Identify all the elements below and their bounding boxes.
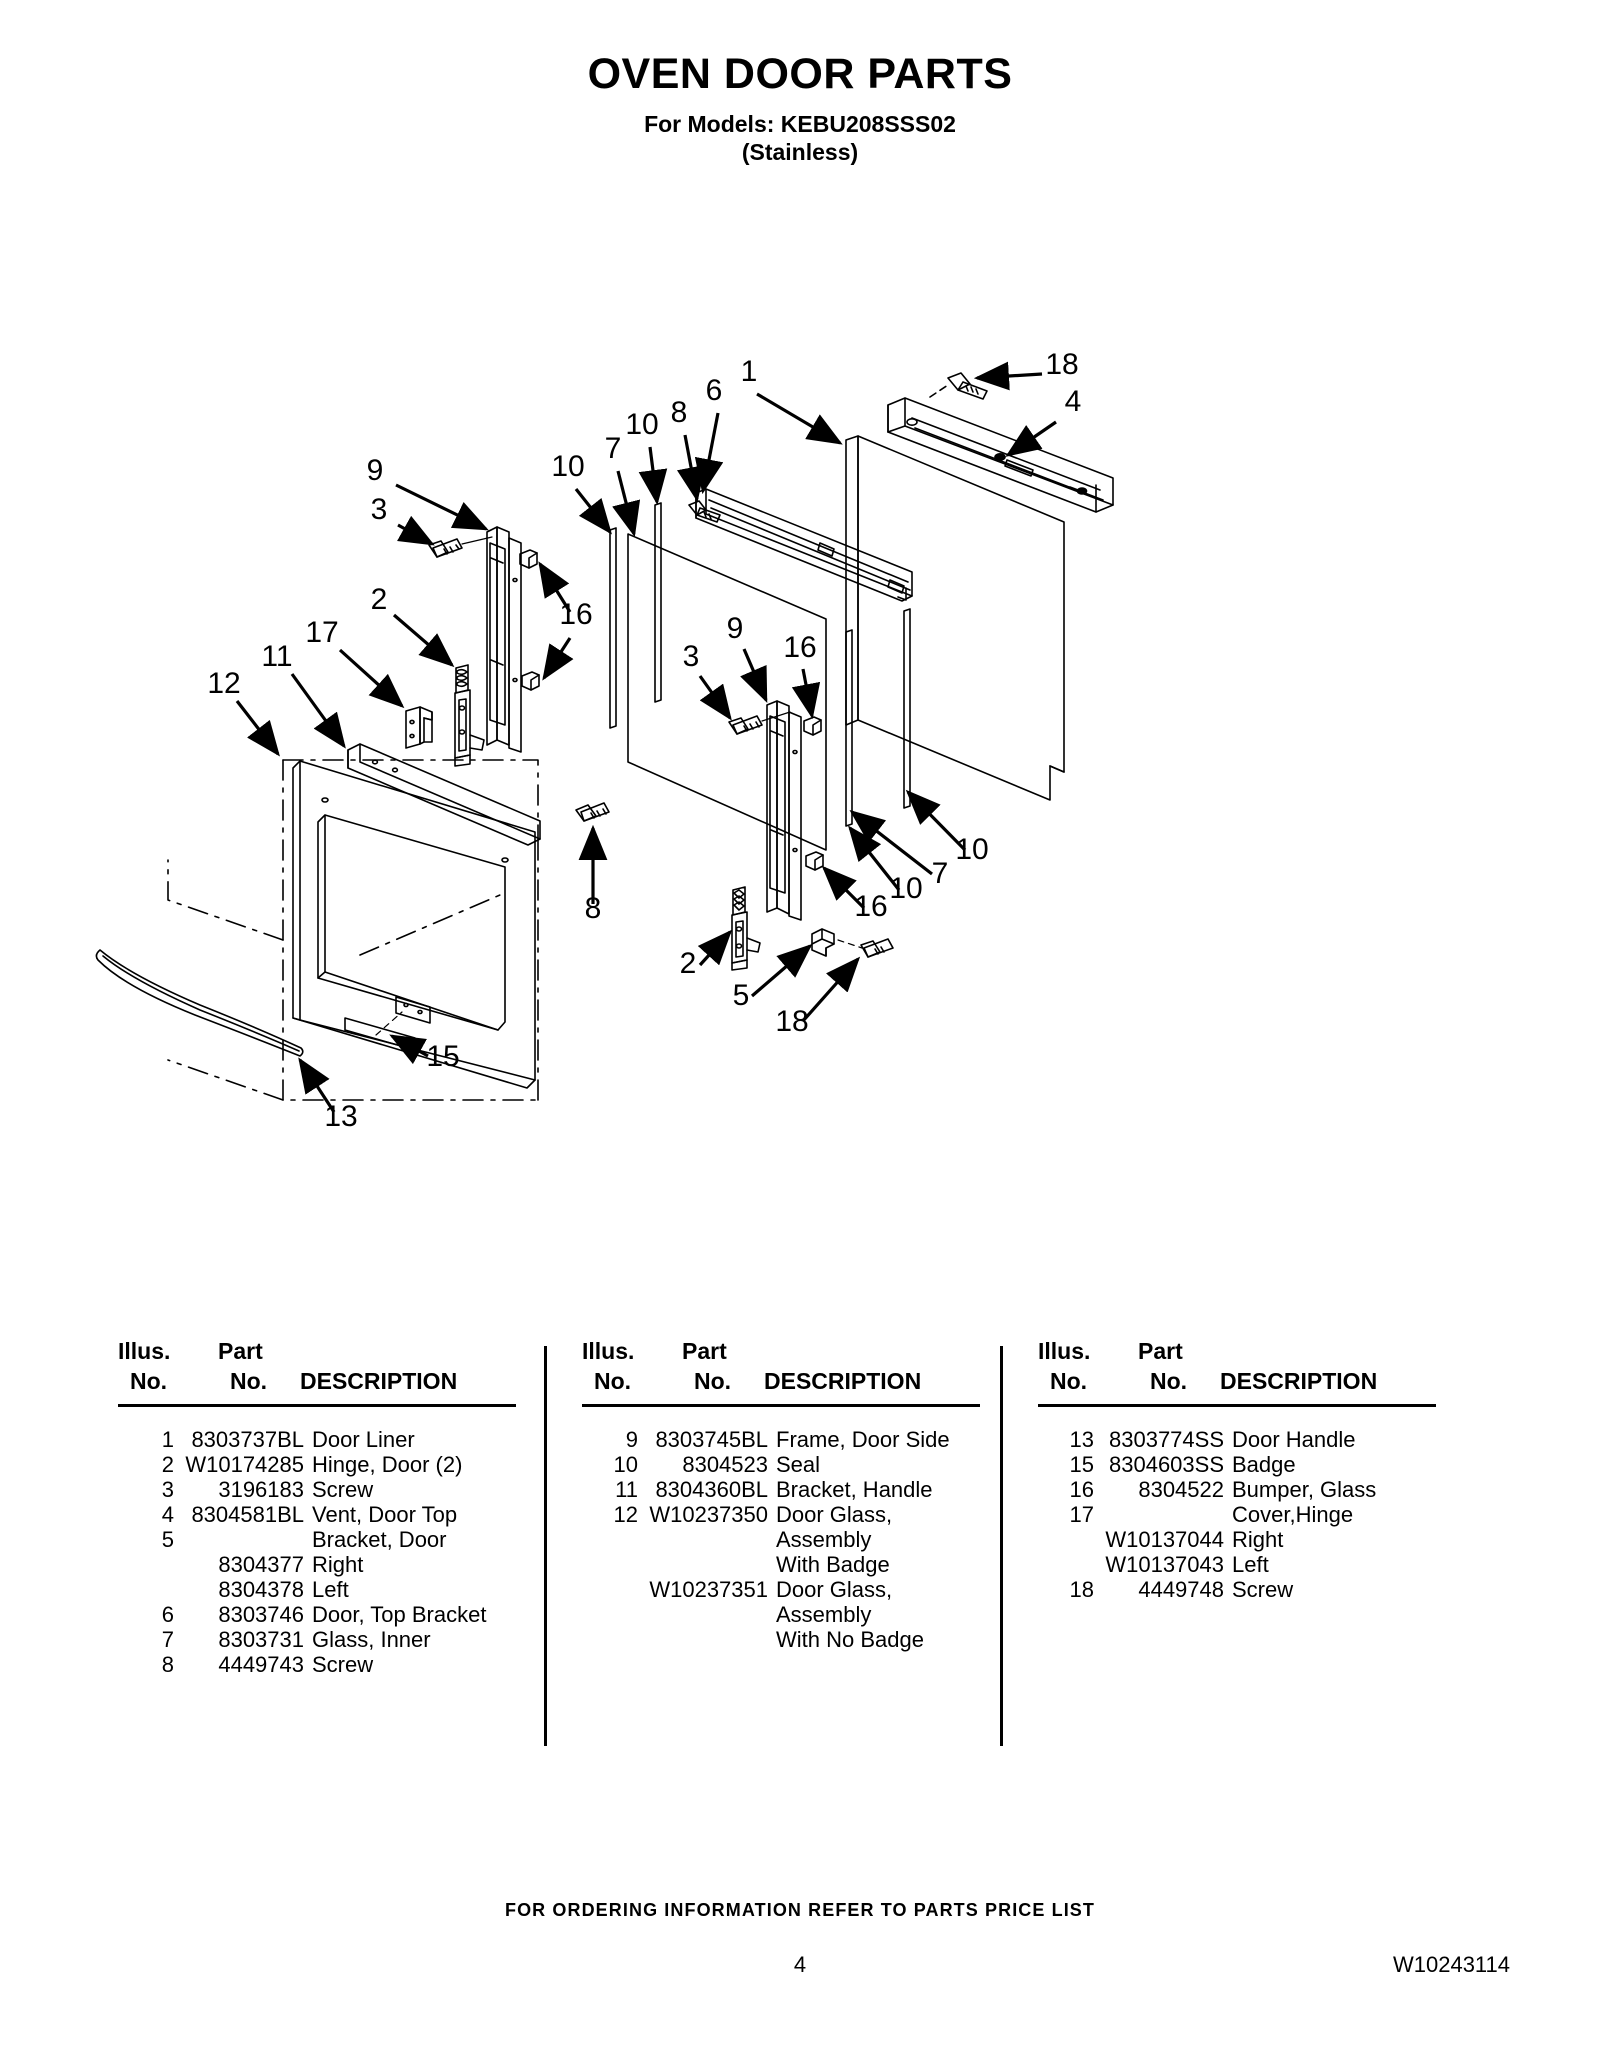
callout-number: 3 <box>370 493 388 526</box>
cell-description: Bracket, Handle <box>776 1477 933 1502</box>
header-description: DESCRIPTION <box>300 1368 458 1394</box>
table-row <box>582 1527 1002 1552</box>
part-door-liner <box>846 436 1064 800</box>
cell-part: 8303745BL <box>655 1427 768 1452</box>
callout-number: 2 <box>679 947 697 980</box>
header-part-line1: Part <box>682 1338 727 1364</box>
cell-part: 8304377 <box>218 1552 304 1577</box>
table-row <box>582 1452 1002 1477</box>
callout-number: 10 <box>889 872 923 905</box>
cell-illus: 2 <box>161 1452 174 1477</box>
callout-number: 9 <box>366 454 384 487</box>
cell-part: 4449748 <box>1138 1577 1224 1602</box>
table-row <box>1038 1477 1458 1502</box>
header-part-line2: No. <box>1150 1368 1188 1394</box>
table-row <box>1038 1552 1458 1577</box>
table-body <box>118 1427 538 1677</box>
parts-list <box>0 1338 1600 1778</box>
cell-description: Right <box>1232 1527 1284 1552</box>
cell-part: 8304522 <box>1138 1477 1224 1502</box>
cell-illus: 3 <box>161 1477 174 1502</box>
parts-table-column-2 <box>582 1338 1002 1652</box>
cell-illus: 18 <box>1069 1577 1094 1602</box>
header-illus-line1: Illus. <box>1038 1338 1091 1364</box>
cell-part: 8303746 <box>218 1602 304 1627</box>
header-description: DESCRIPTION <box>1220 1368 1378 1394</box>
cell-part: 8304603SS <box>1109 1452 1224 1477</box>
cell-part: 8304360BL <box>655 1477 768 1502</box>
cell-description: Bracket, Door <box>312 1527 447 1552</box>
part-seal-left-2 <box>655 503 661 702</box>
document-header <box>0 52 1600 166</box>
cell-part: W10237351 <box>649 1577 768 1602</box>
cell-illus: 7 <box>161 1627 174 1652</box>
callout-number: 3 <box>682 640 700 673</box>
cell-description: Vent, Door Top <box>312 1502 458 1527</box>
header-illus-line2: No. <box>594 1368 632 1394</box>
callout-number: 7 <box>604 432 622 465</box>
callout-number: 16 <box>559 598 593 631</box>
table-row <box>118 1502 538 1527</box>
header-illus-line1: Illus. <box>118 1338 171 1364</box>
part-screw-3-lower <box>729 716 762 734</box>
cell-part: 8303731 <box>218 1627 304 1652</box>
cell-description: Right <box>312 1552 364 1577</box>
table-row <box>582 1477 1002 1502</box>
table-row <box>118 1527 538 1552</box>
table-row <box>1038 1427 1458 1452</box>
cell-illus: 17 <box>1069 1502 1094 1527</box>
table-header <box>118 1338 538 1402</box>
cell-description: Bumper, Glass <box>1232 1477 1377 1502</box>
cell-description: Door Liner <box>312 1427 415 1452</box>
cell-description: Seal <box>776 1452 821 1477</box>
cell-illus: 12 <box>613 1502 638 1527</box>
part-seal-left-1 <box>610 528 616 728</box>
callout-number: 2 <box>370 583 388 616</box>
cell-description: Assembly <box>776 1527 872 1552</box>
cell-part: 4449743 <box>218 1652 304 1677</box>
callout-number: 15 <box>426 1040 460 1073</box>
header-rule <box>582 1404 980 1407</box>
part-screw-8-upper <box>689 501 720 522</box>
table-header <box>582 1338 1002 1402</box>
cell-description: Screw <box>312 1477 374 1502</box>
part-door-top-bracket <box>696 489 912 601</box>
callout-number: 16 <box>783 631 817 664</box>
callout-number: 12 <box>207 667 241 700</box>
table-row <box>1038 1452 1458 1477</box>
callout-number: 18 <box>775 1005 809 1038</box>
part-frame-door-side-right <box>767 701 801 920</box>
parts-table-column-1 <box>118 1338 538 1677</box>
callout-number: 9 <box>726 612 744 645</box>
cell-illus: 5 <box>161 1527 174 1552</box>
callout-number: 7 <box>931 857 949 890</box>
table-body <box>582 1427 1002 1652</box>
cell-description: With No Badge <box>776 1627 924 1652</box>
part-hinge-door-left <box>455 665 484 766</box>
callout-number: 10 <box>551 450 585 483</box>
cell-illus: 9 <box>625 1427 638 1452</box>
header-illus-line2: No. <box>1050 1368 1088 1394</box>
cell-part: W10137044 <box>1105 1527 1224 1552</box>
parts-table-column-3 <box>1038 1338 1458 1602</box>
table-row <box>582 1627 1002 1652</box>
table-row <box>582 1602 1002 1627</box>
cell-description: Door, Top Bracket <box>312 1602 487 1627</box>
finish-line: (Stainless) <box>741 138 859 165</box>
part-bumper-glass-16c <box>804 717 821 735</box>
callout-number: 5 <box>732 979 750 1012</box>
cell-illus: 1 <box>161 1427 174 1452</box>
cell-part: 3196183 <box>218 1477 304 1502</box>
table-row <box>1038 1527 1458 1552</box>
table-row <box>118 1602 538 1627</box>
cell-illus: 13 <box>1069 1427 1094 1452</box>
table-row <box>118 1452 538 1477</box>
cell-description: Left <box>312 1577 349 1602</box>
table-row <box>582 1502 1002 1527</box>
table-row <box>118 1427 538 1452</box>
callout-number: 4 <box>1064 385 1082 418</box>
header-part-line2: No. <box>694 1368 732 1394</box>
cell-description: Glass, Inner <box>312 1627 431 1652</box>
cell-illus: 10 <box>613 1452 638 1477</box>
part-seal-right-1 <box>846 630 852 826</box>
part-cover-hinge <box>406 707 432 748</box>
cell-part: 8303737BL <box>191 1427 304 1452</box>
table-body <box>1038 1427 1458 1602</box>
cell-description: Hinge, Door (2) <box>312 1452 463 1477</box>
part-bumper-glass-16b <box>522 672 539 690</box>
cell-description: Cover,Hinge <box>1232 1502 1354 1527</box>
part-screw-18-lower <box>861 939 893 957</box>
cell-description: Door Handle <box>1232 1427 1356 1452</box>
callout-number: 1 <box>740 355 758 388</box>
exploded-diagram <box>0 160 1600 1310</box>
cell-description: Frame, Door Side <box>776 1427 950 1452</box>
part-bumper-glass-16a <box>520 550 537 568</box>
table-row <box>118 1577 538 1602</box>
cell-part: W10137043 <box>1105 1552 1224 1577</box>
header-part-line1: Part <box>1138 1338 1183 1364</box>
part-door-glass-outer-right <box>628 534 826 850</box>
callout-number: 11 <box>261 640 293 673</box>
part-door-glass-assembly-outline <box>168 760 538 1100</box>
table-row <box>1038 1502 1458 1527</box>
cell-description: Assembly <box>776 1602 872 1627</box>
cell-description: Door Glass, <box>776 1502 893 1527</box>
callout-number: 8 <box>584 892 602 925</box>
cell-illus: 4 <box>161 1502 174 1527</box>
header-part-line1: Part <box>218 1338 263 1364</box>
table-divider-1 <box>544 1346 547 1746</box>
part-door-handle <box>96 950 302 1056</box>
cell-description: Left <box>1232 1552 1269 1577</box>
header-illus-line1: Illus. <box>582 1338 635 1364</box>
header-part-line2: No. <box>230 1368 268 1394</box>
cell-description: Badge <box>1232 1452 1296 1477</box>
part-screw-3-upper <box>429 539 462 557</box>
callout-number: 18 <box>1045 348 1079 381</box>
header-rule <box>1038 1404 1436 1407</box>
callout-number: 17 <box>305 616 339 649</box>
cell-part: W10174285 <box>185 1452 304 1477</box>
header-rule <box>118 1404 516 1407</box>
table-row <box>1038 1577 1458 1602</box>
header-description: DESCRIPTION <box>764 1368 922 1394</box>
cell-illus: 8 <box>161 1652 174 1677</box>
cell-part: 8304378 <box>218 1577 304 1602</box>
callout-number: 16 <box>854 890 888 923</box>
cell-illus: 11 <box>615 1477 638 1502</box>
part-frame-door-side-left <box>487 527 521 752</box>
table-row <box>118 1652 538 1677</box>
model-line: For Models: KEBU208SSS02 <box>644 111 956 138</box>
cell-description: With Badge <box>776 1552 890 1577</box>
table-header <box>1038 1338 1458 1402</box>
callout-number: 13 <box>324 1100 358 1133</box>
callout-number: 6 <box>705 374 723 407</box>
ordering-information-note: FOR ORDERING INFORMATION REFER TO PARTS PRICE LIST <box>504 1900 1095 1920</box>
table-row <box>118 1552 538 1577</box>
part-seal-right-2 <box>904 609 910 808</box>
cell-description: Door Glass, <box>776 1577 893 1602</box>
part-bumper-glass-16d <box>806 852 823 870</box>
page-title: OVEN DOOR PARTS <box>587 50 1013 98</box>
part-hinge-door-right <box>732 887 760 970</box>
part-bracket-door <box>812 929 834 956</box>
cell-illus: 16 <box>1069 1477 1094 1502</box>
document-code: W10243114 <box>1392 1952 1510 1977</box>
callout-leaders <box>237 374 1056 1112</box>
callout-number: 10 <box>955 833 989 866</box>
table-row <box>118 1477 538 1502</box>
cell-part: 8303774SS <box>1109 1427 1224 1452</box>
cell-part: 8304523 <box>682 1452 768 1477</box>
cell-description: Screw <box>1232 1577 1294 1602</box>
callout-number: 8 <box>670 396 688 429</box>
table-row <box>582 1577 1002 1602</box>
cell-part: 8304581BL <box>191 1502 304 1527</box>
table-row <box>582 1427 1002 1452</box>
cell-part: W10237350 <box>649 1502 768 1527</box>
callout-number: 10 <box>625 408 659 441</box>
table-row <box>118 1627 538 1652</box>
part-door-glass-panel <box>293 761 535 1088</box>
cell-description: Screw <box>312 1652 374 1677</box>
page-number: 4 <box>793 1952 807 1977</box>
cell-illus: 15 <box>1069 1452 1094 1477</box>
header-illus-line2: No. <box>130 1368 168 1394</box>
part-screw-8-lower <box>576 803 609 821</box>
cell-illus: 6 <box>161 1602 174 1627</box>
table-row <box>582 1552 1002 1577</box>
